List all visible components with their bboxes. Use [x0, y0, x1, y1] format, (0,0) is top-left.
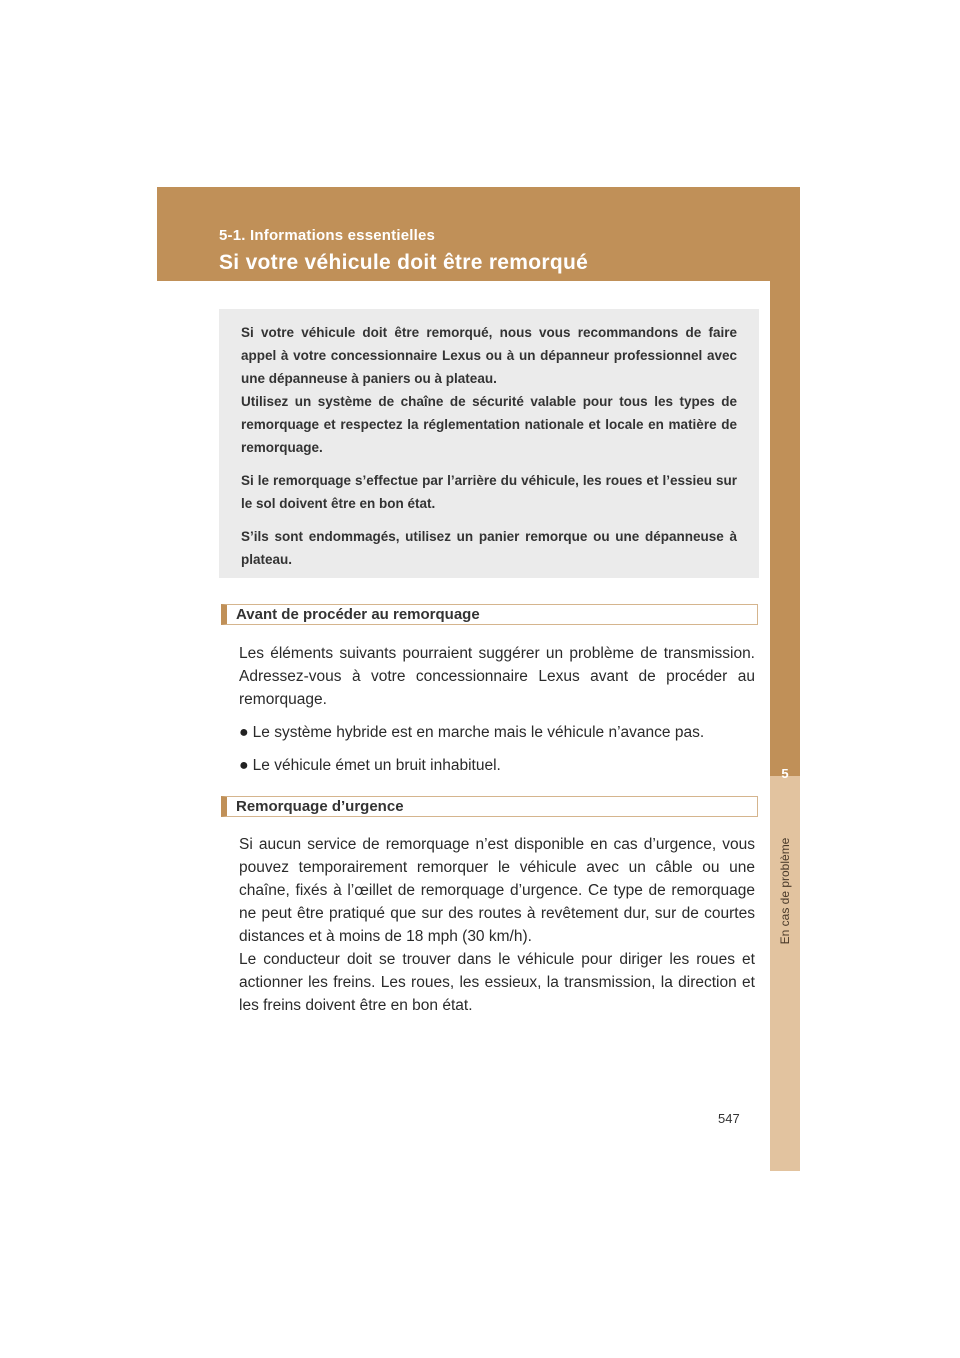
intro-paragraph: Utilisez un système de chaîne de sécurité valable pour tous les types de remorquage et respectez la réglementation nationale et locale en matière de remorquage.: [241, 394, 737, 455]
intro-box: [219, 309, 759, 578]
page-number: 547: [718, 1111, 740, 1126]
intro-paragraph: Si le remorquage s’effectue par l’arrière du véhicule, les roues et l’essieu sur le sol doivent être en bon état.: [241, 473, 737, 511]
list-item: [239, 721, 755, 744]
chapter-label: En cas de problème: [778, 837, 792, 945]
bullet-icon: ●: [239, 757, 249, 774]
breadcrumb: 5-1. Informations essentielles: [219, 227, 436, 244]
section-heading-emergency-towing: Remorquage d’urgence: [221, 796, 758, 817]
page-title: Si votre véhicule doit être remorqué: [219, 251, 589, 274]
section-before-towing-body: [239, 642, 755, 777]
intro-paragraph: Si votre véhicule doit être remorqué, nous vous recommandons de faire appel à votre concessionnaire Lexus ou à un dépanneur professionnel avec une dépanneuse à paniers ou à plateau.: [241, 325, 737, 386]
page-header: [157, 187, 800, 281]
intro-paragraph: S’ils sont endommagés, utilisez un panier remorque ou une dépanneuse à plateau.: [241, 529, 737, 567]
chapter-number: 5: [781, 766, 789, 781]
bullet-icon: ●: [239, 724, 249, 741]
section-paragraph: Si aucun service de remorquage n’est disponible en cas d’urgence, vous pouvez temporairement remorquer le véhicule avec un câble ou une chaîne, fixés à l’œillet de remorquage d’urgence. Ce type de remorquage ne peut être pratiqué que sur des routes à revêtement dur, sur de courtes distances et à moins de 18 mph (30 km/h).: [239, 836, 755, 945]
list-item-text: Le système hybride est en marche mais le véhicule n’avance pas.: [252, 724, 705, 741]
section-paragraph: Les éléments suivants pourraient suggérer un problème de transmission. Adressez-vous à votre concessionnaire Lexus avant de procéder au remorquage.: [239, 645, 755, 708]
chapter-highlight: [770, 281, 800, 776]
section-heading-before-towing: Avant de procéder au remorquage: [221, 604, 758, 625]
list-item-text: Le véhicule émet un bruit inhabituel.: [252, 757, 501, 774]
list-item: [239, 754, 755, 777]
chapter-side-tab: [770, 281, 800, 1171]
section-emergency-towing-body: [239, 833, 755, 1017]
section-paragraph: Le conducteur doit se trouver dans le véhicule pour diriger les roues et actionner les freins. Les roues, les essieux, la transmission, la direction et les freins doivent être en bon état.: [239, 951, 755, 1014]
